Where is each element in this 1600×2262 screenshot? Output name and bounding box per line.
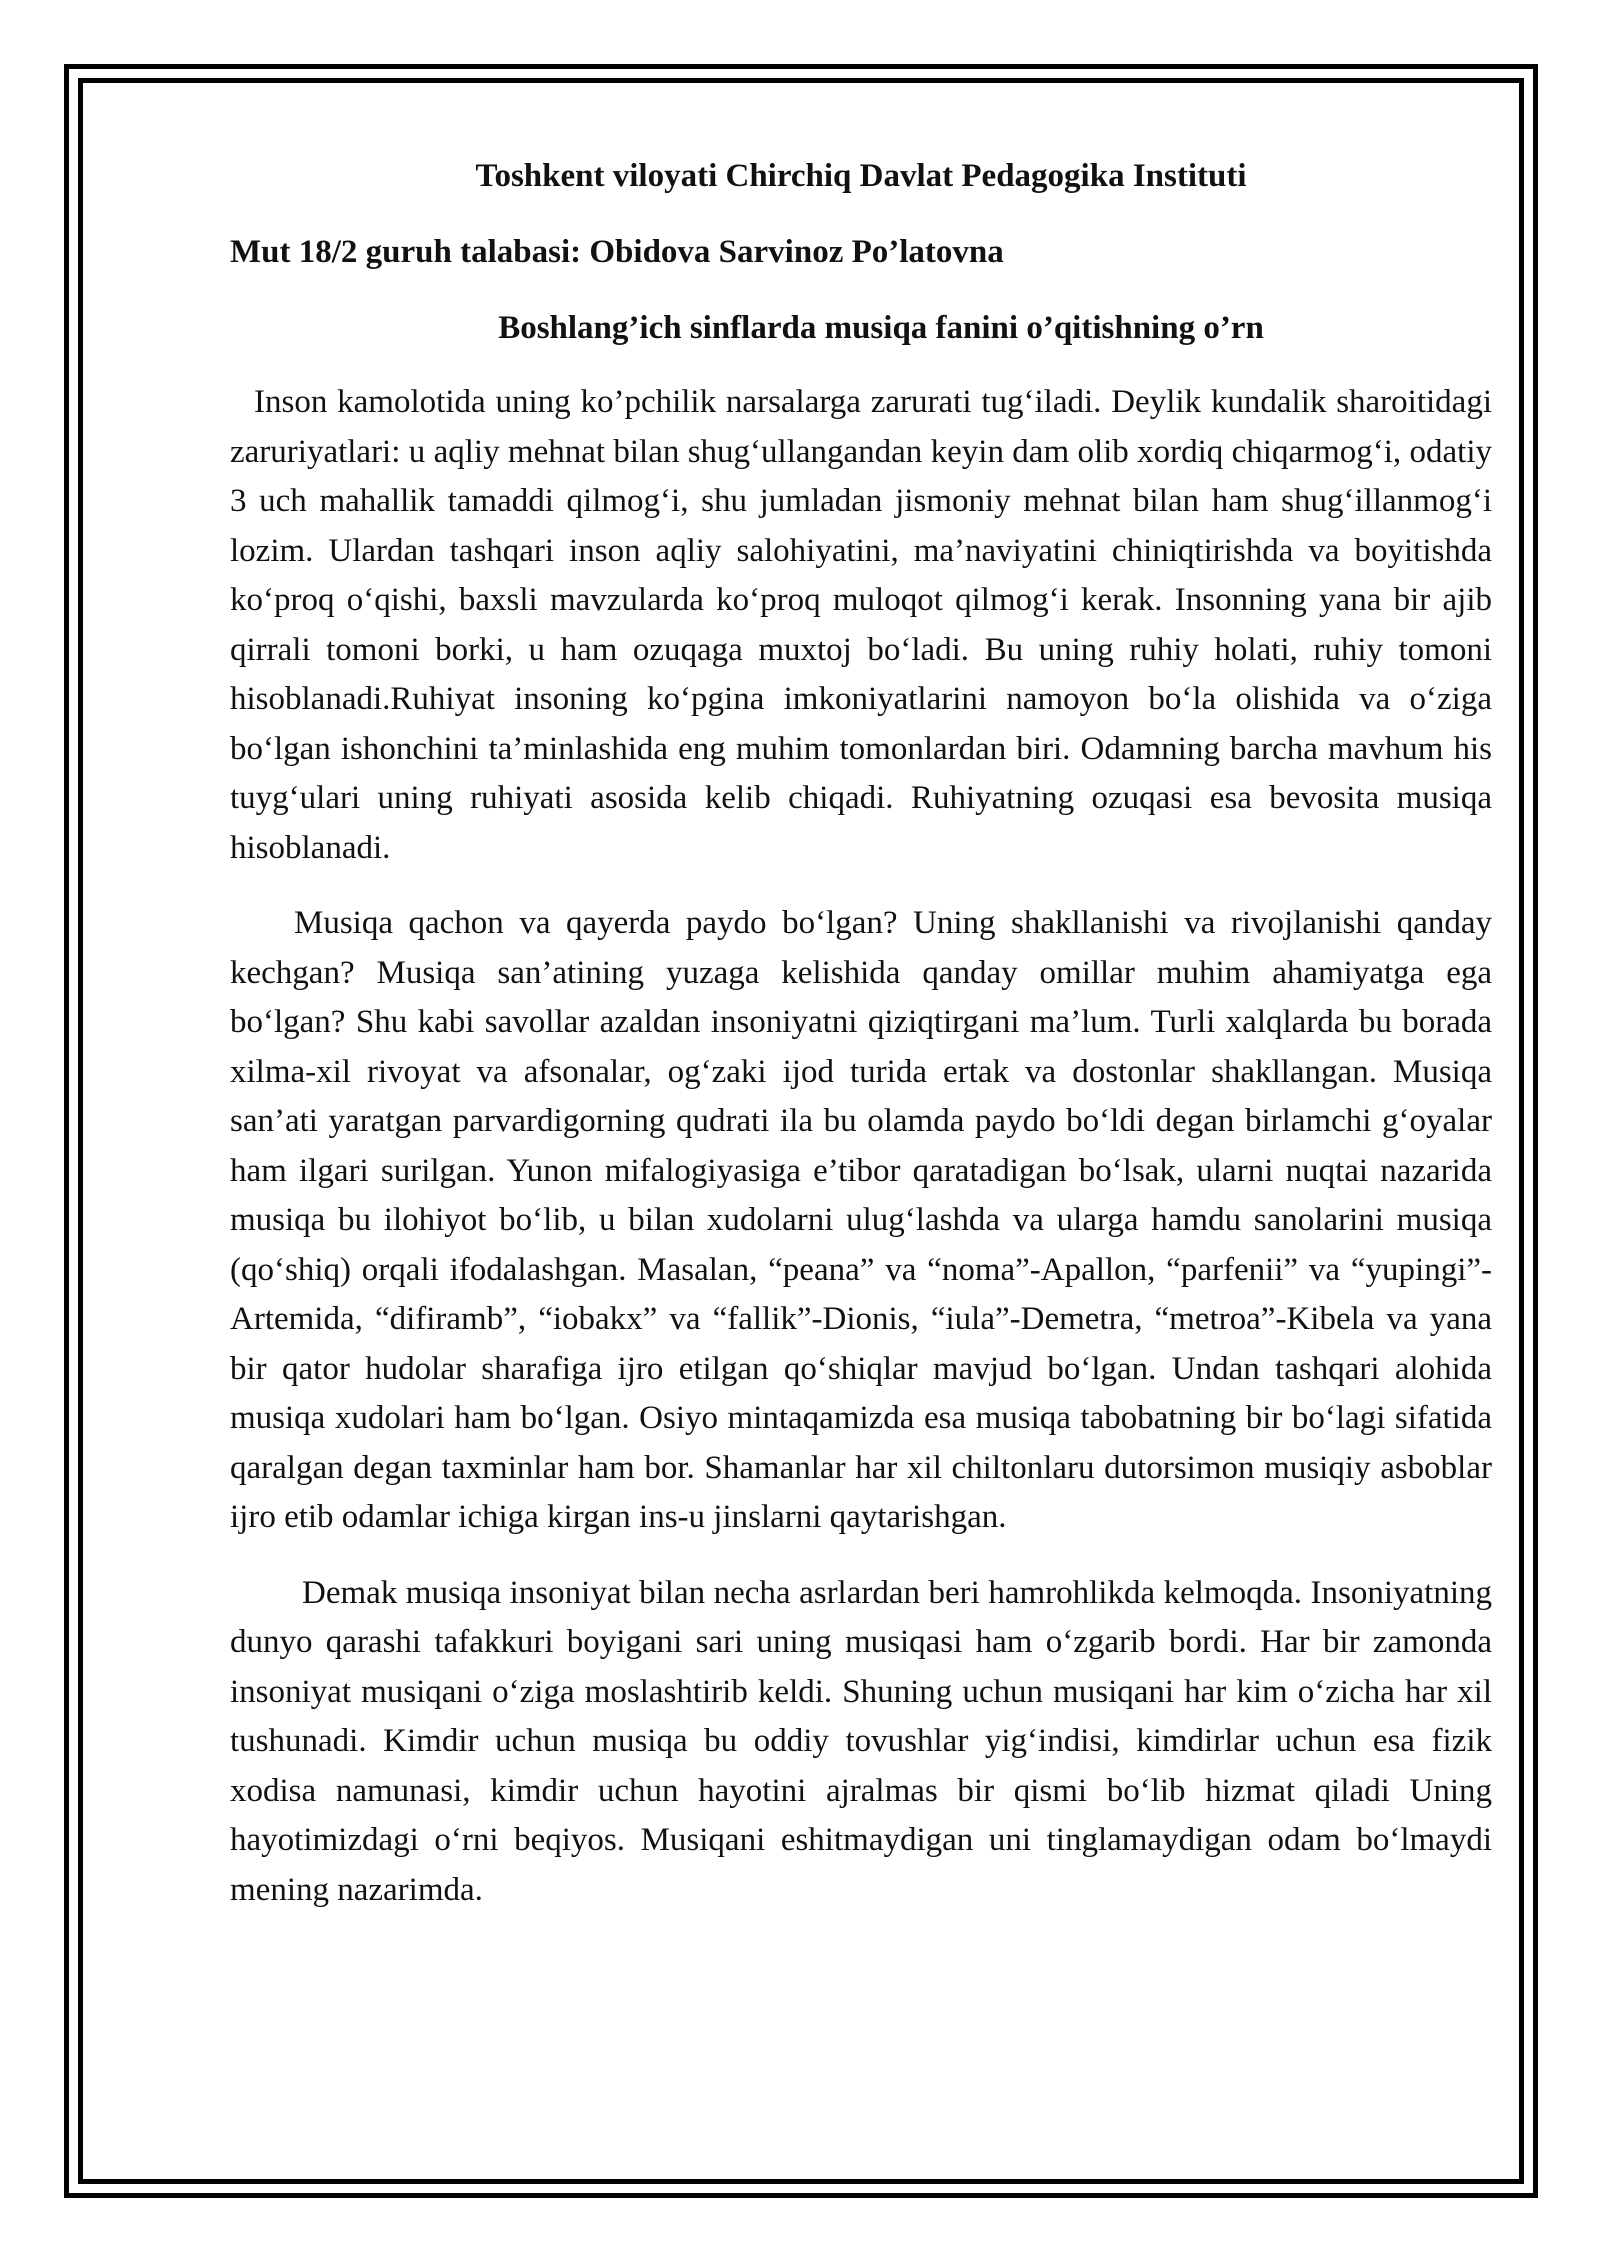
topic-title: Boshlang’ich sinflarda musiqa fanini o’qitishning o’rn — [498, 310, 1264, 346]
institute-heading: Toshkent viloyati Chirchiq Davlat Pedagogika Instituti — [475, 158, 1247, 194]
paragraph-3: Demak musiqa insoniyat bilan necha asrlardan beri hamrohlikda kelmoqda. Insoniyatning dunyo qarashi tafakkuri boyigani sari uning musiqasi ham o‘zgarib bordi. Har bir zamonda insoniyat musiqani o‘ziga moslashtirib keldi. Shuning uchun musiqani har kim o‘zicha har xil tushunadi. Kimdir uchun musiqa bu oddiy tovushlar yig‘indisi, kimdirlar uchun esa fizik xodisa namunasi, kimdir uchun hayotini ajralmas bir qismi bo‘lib hizmat qiladi Uning hayotimizdagi o‘rni beqiyos. Musiqani eshitmaydigan uni tinglamaydigan odam bo‘lmaydi mening nazarimda. — [230, 1574, 1492, 1908]
student-line: Mut 18/2 guruh talabasi: Obidova Sarvinoz Po’latovna — [230, 234, 1004, 270]
paragraph-1: Inson kamolotida uning ko’pchilik narsalarga zarurati tug‘iladi. Deylik kundalik sharoitidagi zaruriyatlari: u aqliy mehnat bilan shug‘ullangandan keyin dam olib xordiq chiqarmog‘i, odatiy 3 uch mahallik tamaddi qilmog‘i, shu jumladan jismoniy mehnat bilan ham shug‘illanmog‘i lozim. Ulardan tashqari inson aqliy salohiyatini, ma’naviyatini chiniqtirishda va boyitishda ko‘proq o‘qishi, baxsli mavzularda ko‘proq muloqot qilmog‘i kerak. Insonning yana bir ajib qirrali tomoni borki, u ham ozuqaga muxtoj bo‘ladi. Bu uning ruhiy holati, ruhiy tomoni hisoblanadi.Ruhiyat insoning ko‘pgina imkoniyatlarini namoyon bo‘la olishida va o‘ziga bo‘lgan ishonchini ta’minlashida eng muhim tomonlardan biri. Odamning barcha mavhum his tuyg‘ulari uning ruhiyati asosida kelib chiqadi. Ruhiyatning ozuqasi esa bevosita musiqa hisoblanadi. — [230, 384, 1492, 866]
paragraph-2: Musiqa qachon va qayerda paydo bo‘lgan? Uning shakllanishi va rivojlanishi qanday kechgan? Musiqa san’atining yuzaga kelishida qanday omillar muhim ahamiyatga ega bo‘lgan? Shu kabi savollar azaldan insoniyatni qiziqtirgani ma’lum. Turli xalqlarda bu borada xilma-xil rivoyat va afsonalar, og‘zaki ijod turida ertak va dostonlar shakllangan. Musiqa san’ati yaratgan parvardigorning qudrati ila bu olamda paydo bo‘ldi degan birlamchi g‘oyalar ham ilgari surilgan. Yunon mifalogiyasiga e’tibor qaratadigan bo‘lsak, ularni nuqtai nazarida musiqa bu ilohiyot bo‘lib, u bilan xudolarni ulug‘lashda va ularga hamdu sanolarini musiqa (qo‘shiq) orqali ifodalashgan. Masalan, “peana” va “noma”-Apallon, “parfenii” va “yupingi”-Artemida, “difiramb”, “iobakx” va “fallik”-Dionis, “iula”-Demetra, “metroa”-Kibela va yana bir qator hudolar sharafiga ijro etilgan qo‘shiqlar mavjud bo‘lgan. Undan tashqari alohida musiqa xudolari ham bo‘lgan. Osiyo mintaqamizda esa musiqa tabobatning bir bo‘lagi sifatida qaralgan degan taxminlar ham bor. Shamanlar har xil chiltonlaru dutorsimon musiqiy asboblar ijro etib odamlar ichiga kirgan ins-u jinslarni qaytarishgan. — [230, 905, 1492, 1535]
document-body — [230, 150, 1492, 1941]
